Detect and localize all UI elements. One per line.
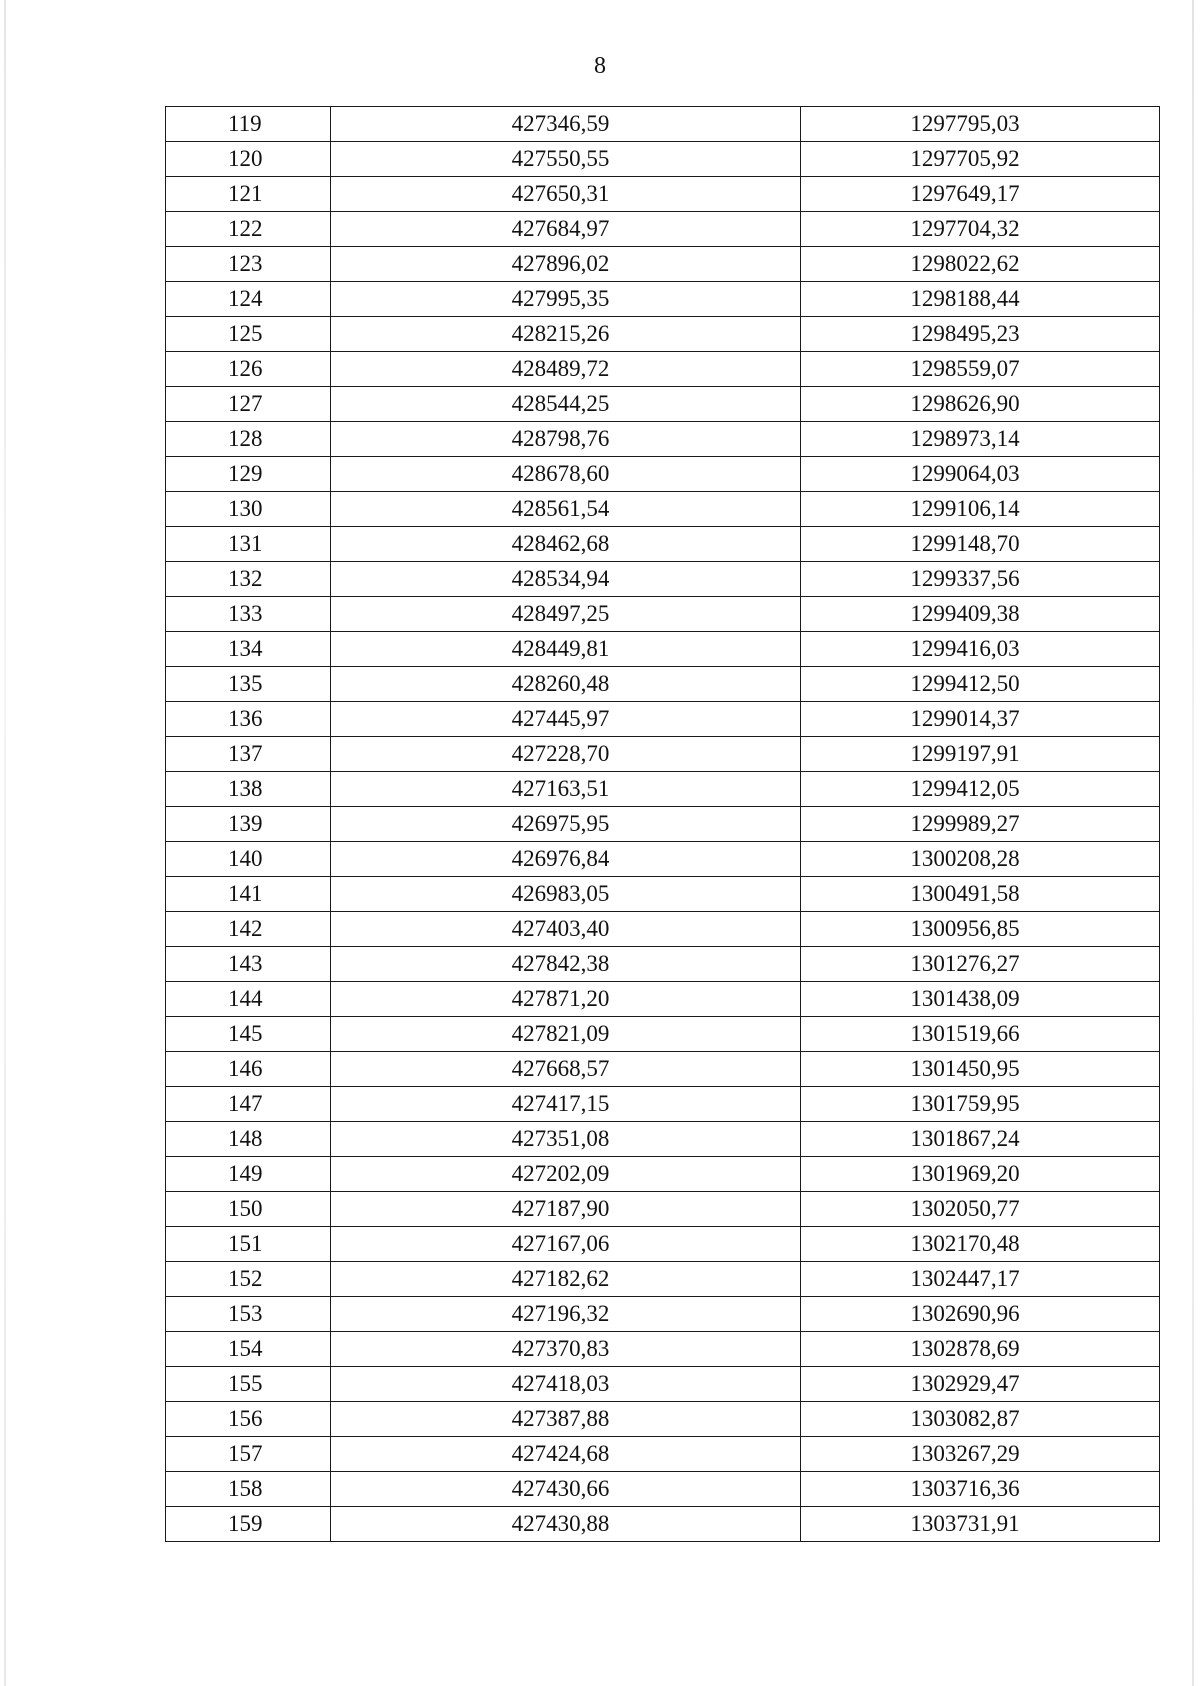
x-coordinate-cell: 427842,38 — [331, 947, 801, 982]
y-coordinate-cell: 1299014,37 — [801, 702, 1160, 737]
table-row — [166, 527, 1160, 562]
x-coordinate-cell: 428215,26 — [331, 317, 801, 352]
point-number-cell: 151 — [166, 1227, 331, 1262]
y-coordinate-cell: 1303267,29 — [801, 1437, 1160, 1472]
table-row — [166, 317, 1160, 352]
y-coordinate-cell: 1298973,14 — [801, 422, 1160, 457]
table-row — [166, 282, 1160, 317]
x-coordinate-cell: 426975,95 — [331, 807, 801, 842]
y-coordinate-cell: 1299064,03 — [801, 457, 1160, 492]
point-number-cell: 141 — [166, 877, 331, 912]
point-number-cell: 130 — [166, 492, 331, 527]
y-coordinate-cell: 1303731,91 — [801, 1507, 1160, 1542]
x-coordinate-cell: 428489,72 — [331, 352, 801, 387]
y-coordinate-cell: 1297649,17 — [801, 177, 1160, 212]
table-row — [166, 912, 1160, 947]
x-coordinate-cell: 427202,09 — [331, 1157, 801, 1192]
table-row — [166, 1157, 1160, 1192]
point-number-cell: 120 — [166, 142, 331, 177]
point-number-cell: 148 — [166, 1122, 331, 1157]
point-number-cell: 129 — [166, 457, 331, 492]
table-row — [166, 1472, 1160, 1507]
x-coordinate-cell: 427182,62 — [331, 1262, 801, 1297]
table-row — [166, 702, 1160, 737]
y-coordinate-cell: 1300491,58 — [801, 877, 1160, 912]
y-coordinate-cell: 1302878,69 — [801, 1332, 1160, 1367]
table-row — [166, 107, 1160, 142]
y-coordinate-cell: 1301867,24 — [801, 1122, 1160, 1157]
point-number-cell: 132 — [166, 562, 331, 597]
point-number-cell: 159 — [166, 1507, 331, 1542]
y-coordinate-cell: 1302929,47 — [801, 1367, 1160, 1402]
x-coordinate-cell: 428561,54 — [331, 492, 801, 527]
point-number-cell: 136 — [166, 702, 331, 737]
x-coordinate-cell: 427995,35 — [331, 282, 801, 317]
x-coordinate-cell: 428462,68 — [331, 527, 801, 562]
x-coordinate-cell: 427445,97 — [331, 702, 801, 737]
point-number-cell: 157 — [166, 1437, 331, 1472]
table-row — [166, 1437, 1160, 1472]
y-coordinate-cell: 1298188,44 — [801, 282, 1160, 317]
table-row — [166, 1367, 1160, 1402]
y-coordinate-cell: 1302447,17 — [801, 1262, 1160, 1297]
table-row — [166, 387, 1160, 422]
point-number-cell: 119 — [166, 107, 331, 142]
point-number-cell: 150 — [166, 1192, 331, 1227]
x-coordinate-cell: 427228,70 — [331, 737, 801, 772]
table-row — [166, 1052, 1160, 1087]
y-coordinate-cell: 1299337,56 — [801, 562, 1160, 597]
table-row — [166, 247, 1160, 282]
point-number-cell: 123 — [166, 247, 331, 282]
table-row — [166, 212, 1160, 247]
point-number-cell: 125 — [166, 317, 331, 352]
y-coordinate-cell: 1299989,27 — [801, 807, 1160, 842]
y-coordinate-cell: 1299416,03 — [801, 632, 1160, 667]
table-row — [166, 422, 1160, 457]
point-number-cell: 153 — [166, 1297, 331, 1332]
point-number-cell: 146 — [166, 1052, 331, 1087]
table-row — [166, 807, 1160, 842]
y-coordinate-cell: 1299197,91 — [801, 737, 1160, 772]
table-row — [166, 1017, 1160, 1052]
coordinates-table — [165, 106, 1160, 1542]
y-coordinate-cell: 1299148,70 — [801, 527, 1160, 562]
point-number-cell: 147 — [166, 1087, 331, 1122]
table-row — [166, 842, 1160, 877]
coordinates-table-body — [166, 107, 1160, 1542]
x-coordinate-cell: 426976,84 — [331, 842, 801, 877]
y-coordinate-cell: 1299412,05 — [801, 772, 1160, 807]
point-number-cell: 158 — [166, 1472, 331, 1507]
table-row — [166, 982, 1160, 1017]
y-coordinate-cell: 1299412,50 — [801, 667, 1160, 702]
point-number-cell: 154 — [166, 1332, 331, 1367]
y-coordinate-cell: 1301759,95 — [801, 1087, 1160, 1122]
table-row — [166, 1087, 1160, 1122]
table-row — [166, 1297, 1160, 1332]
point-number-cell: 149 — [166, 1157, 331, 1192]
y-coordinate-cell: 1298559,07 — [801, 352, 1160, 387]
scan-edge-left — [4, 0, 6, 1686]
point-number-cell: 127 — [166, 387, 331, 422]
table-row — [166, 1507, 1160, 1542]
table-row — [166, 1332, 1160, 1367]
table-row — [166, 772, 1160, 807]
y-coordinate-cell: 1301438,09 — [801, 982, 1160, 1017]
y-coordinate-cell: 1303082,87 — [801, 1402, 1160, 1437]
table-row — [166, 492, 1160, 527]
y-coordinate-cell: 1299106,14 — [801, 492, 1160, 527]
point-number-cell: 142 — [166, 912, 331, 947]
y-coordinate-cell: 1301276,27 — [801, 947, 1160, 982]
x-coordinate-cell: 427668,57 — [331, 1052, 801, 1087]
point-number-cell: 144 — [166, 982, 331, 1017]
x-coordinate-cell: 427196,32 — [331, 1297, 801, 1332]
table-row — [166, 457, 1160, 492]
point-number-cell: 138 — [166, 772, 331, 807]
x-coordinate-cell: 427424,68 — [331, 1437, 801, 1472]
x-coordinate-cell: 428798,76 — [331, 422, 801, 457]
x-coordinate-cell: 426983,05 — [331, 877, 801, 912]
table-row — [166, 1192, 1160, 1227]
table-row — [166, 1227, 1160, 1262]
point-number-cell: 131 — [166, 527, 331, 562]
y-coordinate-cell: 1298495,23 — [801, 317, 1160, 352]
point-number-cell: 124 — [166, 282, 331, 317]
x-coordinate-cell: 427417,15 — [331, 1087, 801, 1122]
x-coordinate-cell: 428497,25 — [331, 597, 801, 632]
point-number-cell: 126 — [166, 352, 331, 387]
x-coordinate-cell: 428544,25 — [331, 387, 801, 422]
y-coordinate-cell: 1302050,77 — [801, 1192, 1160, 1227]
table-row — [166, 177, 1160, 212]
x-coordinate-cell: 427871,20 — [331, 982, 801, 1017]
x-coordinate-cell: 427346,59 — [331, 107, 801, 142]
y-coordinate-cell: 1298626,90 — [801, 387, 1160, 422]
x-coordinate-cell: 427684,97 — [331, 212, 801, 247]
x-coordinate-cell: 427418,03 — [331, 1367, 801, 1402]
page-number: 8 — [594, 53, 606, 79]
x-coordinate-cell: 427550,55 — [331, 142, 801, 177]
y-coordinate-cell: 1297795,03 — [801, 107, 1160, 142]
table-row — [166, 877, 1160, 912]
table-row — [166, 667, 1160, 702]
point-number-cell: 122 — [166, 212, 331, 247]
point-number-cell: 133 — [166, 597, 331, 632]
point-number-cell: 135 — [166, 667, 331, 702]
point-number-cell: 155 — [166, 1367, 331, 1402]
y-coordinate-cell: 1303716,36 — [801, 1472, 1160, 1507]
point-number-cell: 145 — [166, 1017, 331, 1052]
table-row — [166, 1402, 1160, 1437]
point-number-cell: 139 — [166, 807, 331, 842]
table-row — [166, 597, 1160, 632]
x-coordinate-cell: 428678,60 — [331, 457, 801, 492]
y-coordinate-cell: 1300208,28 — [801, 842, 1160, 877]
point-number-cell: 128 — [166, 422, 331, 457]
x-coordinate-cell: 427896,02 — [331, 247, 801, 282]
table-row — [166, 352, 1160, 387]
x-coordinate-cell: 427403,40 — [331, 912, 801, 947]
x-coordinate-cell: 428534,94 — [331, 562, 801, 597]
table-row — [166, 562, 1160, 597]
table-row — [166, 1122, 1160, 1157]
x-coordinate-cell: 427187,90 — [331, 1192, 801, 1227]
y-coordinate-cell: 1301450,95 — [801, 1052, 1160, 1087]
x-coordinate-cell: 427370,83 — [331, 1332, 801, 1367]
point-number-cell: 137 — [166, 737, 331, 772]
x-coordinate-cell: 427650,31 — [331, 177, 801, 212]
table-row — [166, 632, 1160, 667]
table-row — [166, 142, 1160, 177]
y-coordinate-cell: 1302690,96 — [801, 1297, 1160, 1332]
y-coordinate-cell: 1301519,66 — [801, 1017, 1160, 1052]
point-number-cell: 140 — [166, 842, 331, 877]
table-row — [166, 737, 1160, 772]
x-coordinate-cell: 427821,09 — [331, 1017, 801, 1052]
y-coordinate-cell: 1300956,85 — [801, 912, 1160, 947]
point-number-cell: 156 — [166, 1402, 331, 1437]
scan-edge-right — [1192, 0, 1194, 1686]
y-coordinate-cell: 1299409,38 — [801, 597, 1160, 632]
x-coordinate-cell: 428260,48 — [331, 667, 801, 702]
y-coordinate-cell: 1301969,20 — [801, 1157, 1160, 1192]
x-coordinate-cell: 427167,06 — [331, 1227, 801, 1262]
y-coordinate-cell: 1298022,62 — [801, 247, 1160, 282]
table-row — [166, 1262, 1160, 1297]
x-coordinate-cell: 427387,88 — [331, 1402, 801, 1437]
point-number-cell: 143 — [166, 947, 331, 982]
table-row — [166, 947, 1160, 982]
point-number-cell: 152 — [166, 1262, 331, 1297]
y-coordinate-cell: 1297704,32 — [801, 212, 1160, 247]
y-coordinate-cell: 1297705,92 — [801, 142, 1160, 177]
x-coordinate-cell: 427430,66 — [331, 1472, 801, 1507]
x-coordinate-cell: 427430,88 — [331, 1507, 801, 1542]
x-coordinate-cell: 427351,08 — [331, 1122, 801, 1157]
point-number-cell: 134 — [166, 632, 331, 667]
point-number-cell: 121 — [166, 177, 331, 212]
y-coordinate-cell: 1302170,48 — [801, 1227, 1160, 1262]
x-coordinate-cell: 427163,51 — [331, 772, 801, 807]
x-coordinate-cell: 428449,81 — [331, 632, 801, 667]
